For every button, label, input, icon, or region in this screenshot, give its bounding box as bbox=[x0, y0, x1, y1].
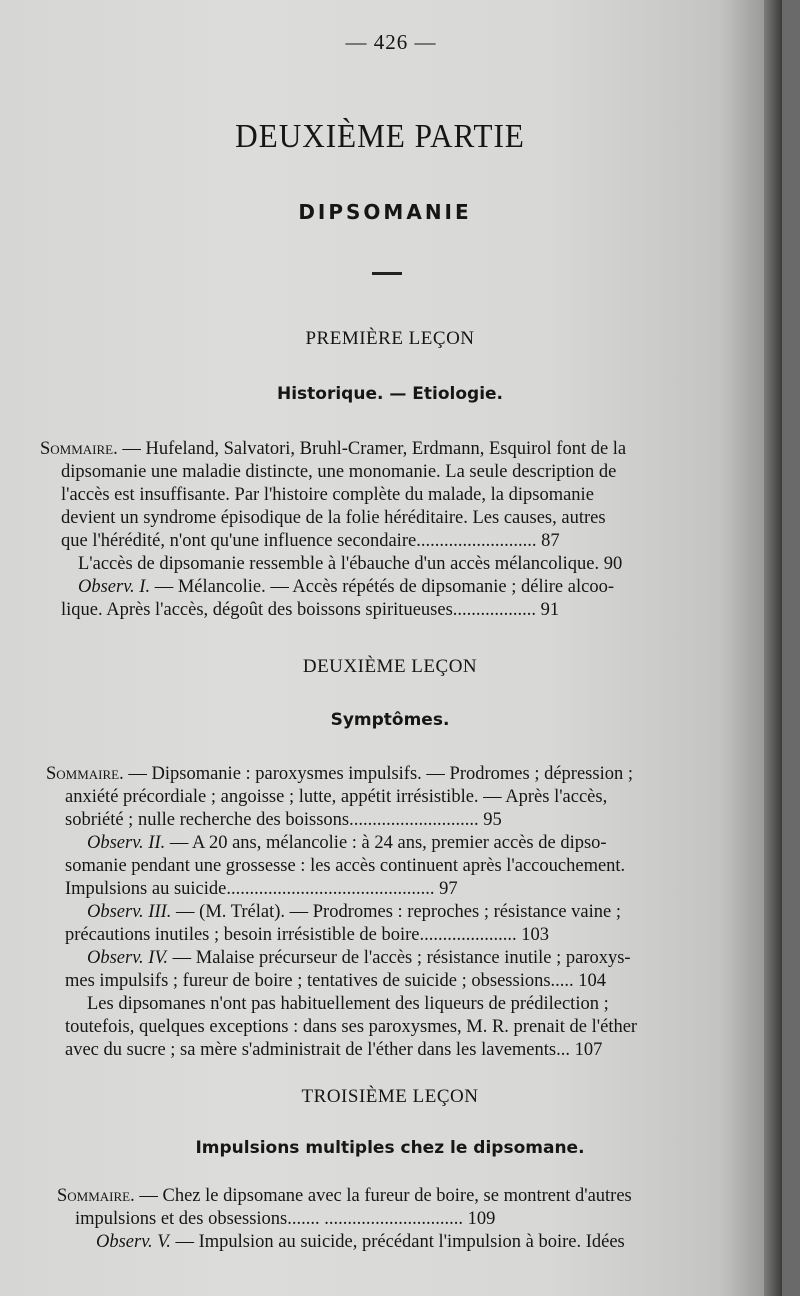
observation-line: Observ. V. — Impulsion au suicide, précédant l'impulsion à boire. Idées bbox=[96, 1232, 625, 1252]
observation-line: Observ. III. — (M. Trélat). — Prodromes : reproches ; résistance vaine ; bbox=[87, 902, 621, 922]
observation-label: Observ. I. bbox=[78, 577, 151, 597]
summary-label: Sommaire bbox=[46, 764, 120, 784]
text-line: toutefois, quelques exceptions : dans ses paroxysmes, M. R. prenait de l'éther bbox=[65, 1017, 638, 1037]
text-line: que l'hérédité, n'ont qu'une influence secondaire.......................... 87 bbox=[61, 531, 560, 551]
observation-line: Observ. IV. — Malaise précurseur de l'accès ; résistance inutile ; paroxys- bbox=[87, 948, 631, 968]
text-line: avec du sucre ; sa mère s'administrait de l'éther dans les lavements... 107 bbox=[65, 1040, 603, 1060]
text-line: lique. Après l'accès, dégoût des boissons spiritueuses.................. 91 bbox=[61, 600, 560, 620]
observation-label: Observ. V. bbox=[96, 1232, 171, 1252]
lesson-1-subtitle: Historique. — Etiologie. bbox=[276, 384, 504, 404]
observation-label: Observ. IV. bbox=[87, 948, 169, 968]
observation-label: Observ. III. bbox=[87, 902, 172, 922]
text-line: l'accès est insuffisante. Par l'histoire complète du malade, la dipsomanie bbox=[61, 485, 594, 505]
section-title: DIPSOMANIE bbox=[298, 200, 472, 224]
text-line: anxiété précordiale ; angoisse ; lutte, appétit irrésistible. — Après l'accès, bbox=[65, 787, 608, 807]
lesson-3-summary-line: Sommaire. — Chez le dipsomane avec la fureur de boire, se montrent d'autres bbox=[57, 1186, 632, 1206]
page-number: — 426 — bbox=[345, 30, 437, 54]
text-line: devient un syndrome épisodique de la folie héréditaire. Les causes, autres bbox=[61, 508, 606, 528]
lesson-3-title: TROISIÈME LEÇON bbox=[301, 1086, 479, 1107]
text-line: précautions inutiles ; besoin irrésistible de boire..................... 103 bbox=[65, 925, 549, 945]
lesson-2-subtitle: Symptômes. bbox=[330, 710, 450, 730]
lesson-1-summary-line: Sommaire. — Hufeland, Salvatori, Bruhl-Cramer, Erdmann, Esquirol font de la bbox=[40, 439, 627, 459]
lesson-1-title: PREMIÈRE LEÇON bbox=[305, 328, 475, 349]
observation-line: Observ. II. — A 20 ans, mélancolie : à 24 ans, premier accès de dipso- bbox=[87, 833, 607, 853]
lesson-2-title: DEUXIÈME LEÇON bbox=[302, 656, 478, 677]
observation-line: Observ. I. — Mélancolie. — Accès répétés de dipsomanie ; délire alcoo- bbox=[78, 577, 614, 597]
section-divider bbox=[372, 272, 402, 275]
text-line: dipsomanie une maladie distincte, une monomanie. La seule description de bbox=[61, 462, 617, 482]
text-line: somanie pendant une grossesse : les accès continuent après l'accouchement. bbox=[65, 856, 626, 876]
summary-label: Sommaire bbox=[40, 439, 114, 459]
text-line: mes impulsifs ; fureur de boire ; tentatives de suicide ; obsessions..... 104 bbox=[65, 971, 607, 991]
text-line: L'accès de dipsomanie ressemble à l'ébauche d'un accès mélancolique. 90 bbox=[78, 554, 623, 574]
lesson-2-summary-line: Sommaire. — Dipsomanie : paroxysmes impulsifs. — Prodromes ; dépression ; bbox=[46, 764, 633, 784]
lesson-3-subtitle: Impulsions multiples chez le dipsomane. bbox=[195, 1138, 585, 1158]
text-line: Les dipsomanes n'ont pas habituellement des liqueurs de prédilection ; bbox=[87, 994, 609, 1014]
summary-label: Sommaire bbox=[57, 1186, 131, 1206]
text-line: sobriété ; nulle recherche des boissons............................ 95 bbox=[65, 810, 502, 830]
text-line: Impulsions au suicide............................................. 97 bbox=[65, 879, 458, 899]
part-title: DEUXIÈME PARTIE bbox=[235, 118, 525, 155]
observation-label: Observ. II. bbox=[87, 833, 166, 853]
text-line: impulsions et des obsessions....... .............................. 109 bbox=[75, 1209, 496, 1229]
